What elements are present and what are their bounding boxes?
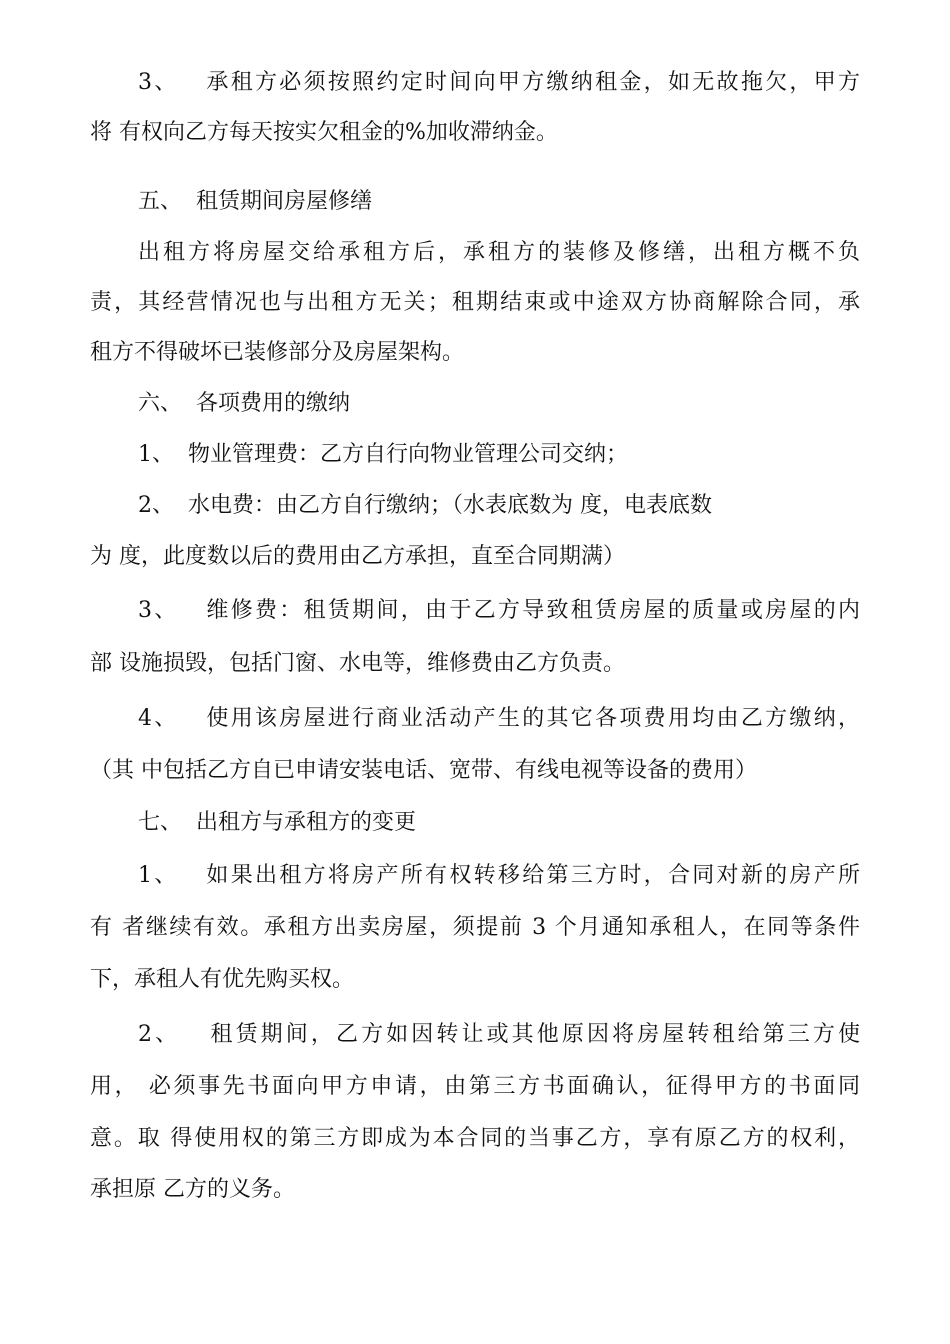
clause-6-2-line-2: 为 度，此度数以后的费用由乙方承担，直至合同期满） — [90, 544, 625, 569]
clause-6-3-line-1: 3、 维修费：租赁期间，由于乙方导致租赁房屋的质量或房屋的内 — [138, 598, 860, 623]
clause-7-1-line-1: 1、 如果出租方将房产所有权转移给第三方时，合同对新的房产所 — [138, 863, 860, 888]
clause-6-3-line-2: 部 设施损毁，包括门窗、水电等，维修费由乙方负责。 — [90, 651, 625, 676]
clause-4-3-line-1: 3、 承租方必须按照约定时间向甲方缴纳租金，如无故拖欠，甲方 — [138, 70, 860, 95]
clause-7-2-line-3: 意。取 得使用权的第三方即成为本合同的当事乙方，享有原乙方的权利， — [90, 1126, 860, 1151]
clause-6-4-line-1: 4、 使用该房屋进行商业活动产生的其它各项费用均由乙方缴纳， — [138, 706, 860, 731]
clause-7-2-line-2: 用， 必须事先书面向甲方申请，由第三方书面确认，征得甲方的书面同 — [90, 1074, 860, 1099]
clause-6-2-line-1: 2、 水电费：由乙方自行缴纳；（水表底数为 度，电表底数 — [138, 493, 712, 518]
clause-4-3-line-2: 将 有权向乙方每天按实欠租金的%加收滞纳金。 — [90, 120, 558, 145]
clause-7-1-line-3: 下，承租人有优先购买权。 — [90, 967, 355, 992]
clause-7-2-line-4: 承担原 乙方的义务。 — [90, 1177, 295, 1202]
clause-6-4-line-2: （其 中包括乙方自已申请安装电话、宽带、有线电视等设备的费用） — [90, 758, 757, 783]
clause-7-2-line-1: 2、 租赁期间，乙方如因转让或其他原因将房屋转租给第三方使 — [138, 1022, 860, 1047]
section-6-heading: 六、 各项费用的缴纳 — [138, 391, 350, 416]
section-5-line-2: 责，其经营情况也与出租方无关；租期结束或中途双方协商解除合同，承 — [90, 290, 860, 315]
section-7-heading: 七、 出租方与承租方的变更 — [138, 810, 416, 835]
clause-6-1: 1、 物业管理费：乙方自行向物业管理公司交纳； — [138, 442, 628, 467]
section-5-heading: 五、 租赁期间房屋修缮 — [138, 189, 372, 214]
section-5-line-3: 租方不得破坏已装修部分及房屋架构。 — [90, 340, 465, 365]
clause-7-1-line-2: 有 者继续有效。承租方出卖房屋，须提前 3 个月通知承租人，在同等条件 — [90, 915, 860, 940]
section-5-line-1: 出租方将房屋交给承租方后，承租方的装修及修缮，出租方概不负 — [138, 240, 860, 265]
